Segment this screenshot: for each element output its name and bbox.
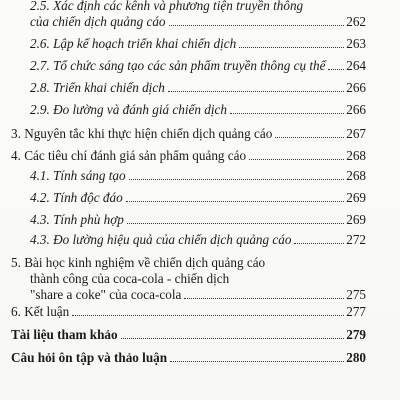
toc-entry-title: "share a coke" của coca-cola <box>30 287 182 302</box>
toc-page-number: 268 <box>346 168 366 183</box>
toc-entry-title: Câu hỏi ôn tập và thảo luận <box>11 350 168 365</box>
toc-entry-5-line1: 5. Bài học kinh nghiệm về chiến dịch quảng cáo <box>11 255 266 270</box>
toc-page-number: 275 <box>346 287 366 302</box>
toc-entry-5[interactable] <box>30 287 366 302</box>
toc-page-number: 268 <box>346 148 366 163</box>
toc-entry-2-5-line1: 2.5. Xác định các kênh và phương tiện truyền thông <box>30 0 304 13</box>
dot-leader <box>168 91 344 92</box>
toc-entry-title: Tài liệu tham khảo <box>11 327 118 342</box>
toc-entry-2-7[interactable] <box>30 58 366 73</box>
dot-leader <box>239 47 344 48</box>
toc-entry-2-8[interactable] <box>30 80 366 95</box>
toc-entry-2-6[interactable] <box>30 36 366 51</box>
toc-page-number: 267 <box>346 126 366 141</box>
toc-entry-title: 4.3. Tính phù hợp <box>30 212 124 227</box>
toc-entry-title: của chiến dịch quảng cáo <box>30 14 166 29</box>
toc-entry-4-3[interactable] <box>30 212 366 227</box>
dot-leader <box>169 25 345 26</box>
toc-entry-title: 4.2. Tính độc đáo <box>30 190 123 205</box>
toc-entry-4-1[interactable] <box>30 168 366 183</box>
dot-leader <box>294 243 344 244</box>
toc-entry-title: 2.6. Lập kế hoạch triển khai chiến dịch <box>30 36 237 51</box>
toc-page-number: 269 <box>346 212 366 227</box>
toc-entry-title: 2.7. Tổ chức sáng tạo các sản phẩm truyền thông cụ thể <box>30 58 326 73</box>
toc-page-number: 263 <box>346 36 366 51</box>
toc-page-number: 266 <box>346 102 366 117</box>
toc-entry-title: 2.9. Đo lường và đánh giá chiến dịch <box>30 102 227 117</box>
dot-leader <box>328 69 344 70</box>
toc-entry-2-5[interactable] <box>30 14 366 29</box>
dot-leader <box>121 338 345 339</box>
toc-entry-title: 4.3. Đo lường hiệu quả của chiến dịch quảng cáo <box>30 232 292 247</box>
toc-page-number: 279 <box>346 327 366 342</box>
toc-entry-5-line2: thành công của coca-cola - chiến dịch <box>30 271 230 286</box>
dot-leader <box>129 179 345 180</box>
toc-entry-3[interactable] <box>11 126 366 141</box>
toc-entry-references[interactable] <box>11 327 366 342</box>
toc-page-number: 280 <box>346 350 366 365</box>
dot-leader <box>72 315 344 316</box>
toc-page-number: 262 <box>346 14 366 29</box>
dot-leader <box>127 223 344 224</box>
toc-page-number: 277 <box>346 304 366 319</box>
dot-leader <box>170 361 344 362</box>
toc-page-number: 266 <box>346 80 366 95</box>
toc-page-number: 269 <box>346 190 366 205</box>
toc-entry-6[interactable] <box>11 304 366 319</box>
dot-leader <box>230 113 344 114</box>
dot-leader <box>184 298 344 299</box>
toc-entry-4-3-measure[interactable] <box>30 232 366 247</box>
dot-leader <box>275 137 344 138</box>
toc-entry-title: 3. Nguyên tắc khi thực hiện chiến dịch quảng cáo <box>11 126 273 141</box>
toc-page-number: 264 <box>346 58 366 73</box>
dot-leader <box>249 159 344 160</box>
dot-leader <box>126 201 345 202</box>
toc-entry-title: 2.8. Triển khai chiến dịch <box>30 80 165 95</box>
toc-entry-title: 6. Kết luận <box>11 304 70 319</box>
toc-entry-title: 4. Các tiêu chí đánh giá sản phẩm quảng cáo <box>11 148 247 163</box>
toc-entry-review-questions[interactable] <box>11 350 366 365</box>
toc-entry-2-9[interactable] <box>30 102 366 117</box>
toc-page-number: 272 <box>346 232 366 247</box>
toc-entry-title: 4.1. Tính sáng tạo <box>30 168 126 183</box>
toc-entry-4[interactable] <box>11 148 366 163</box>
toc-entry-4-2[interactable] <box>30 190 366 205</box>
